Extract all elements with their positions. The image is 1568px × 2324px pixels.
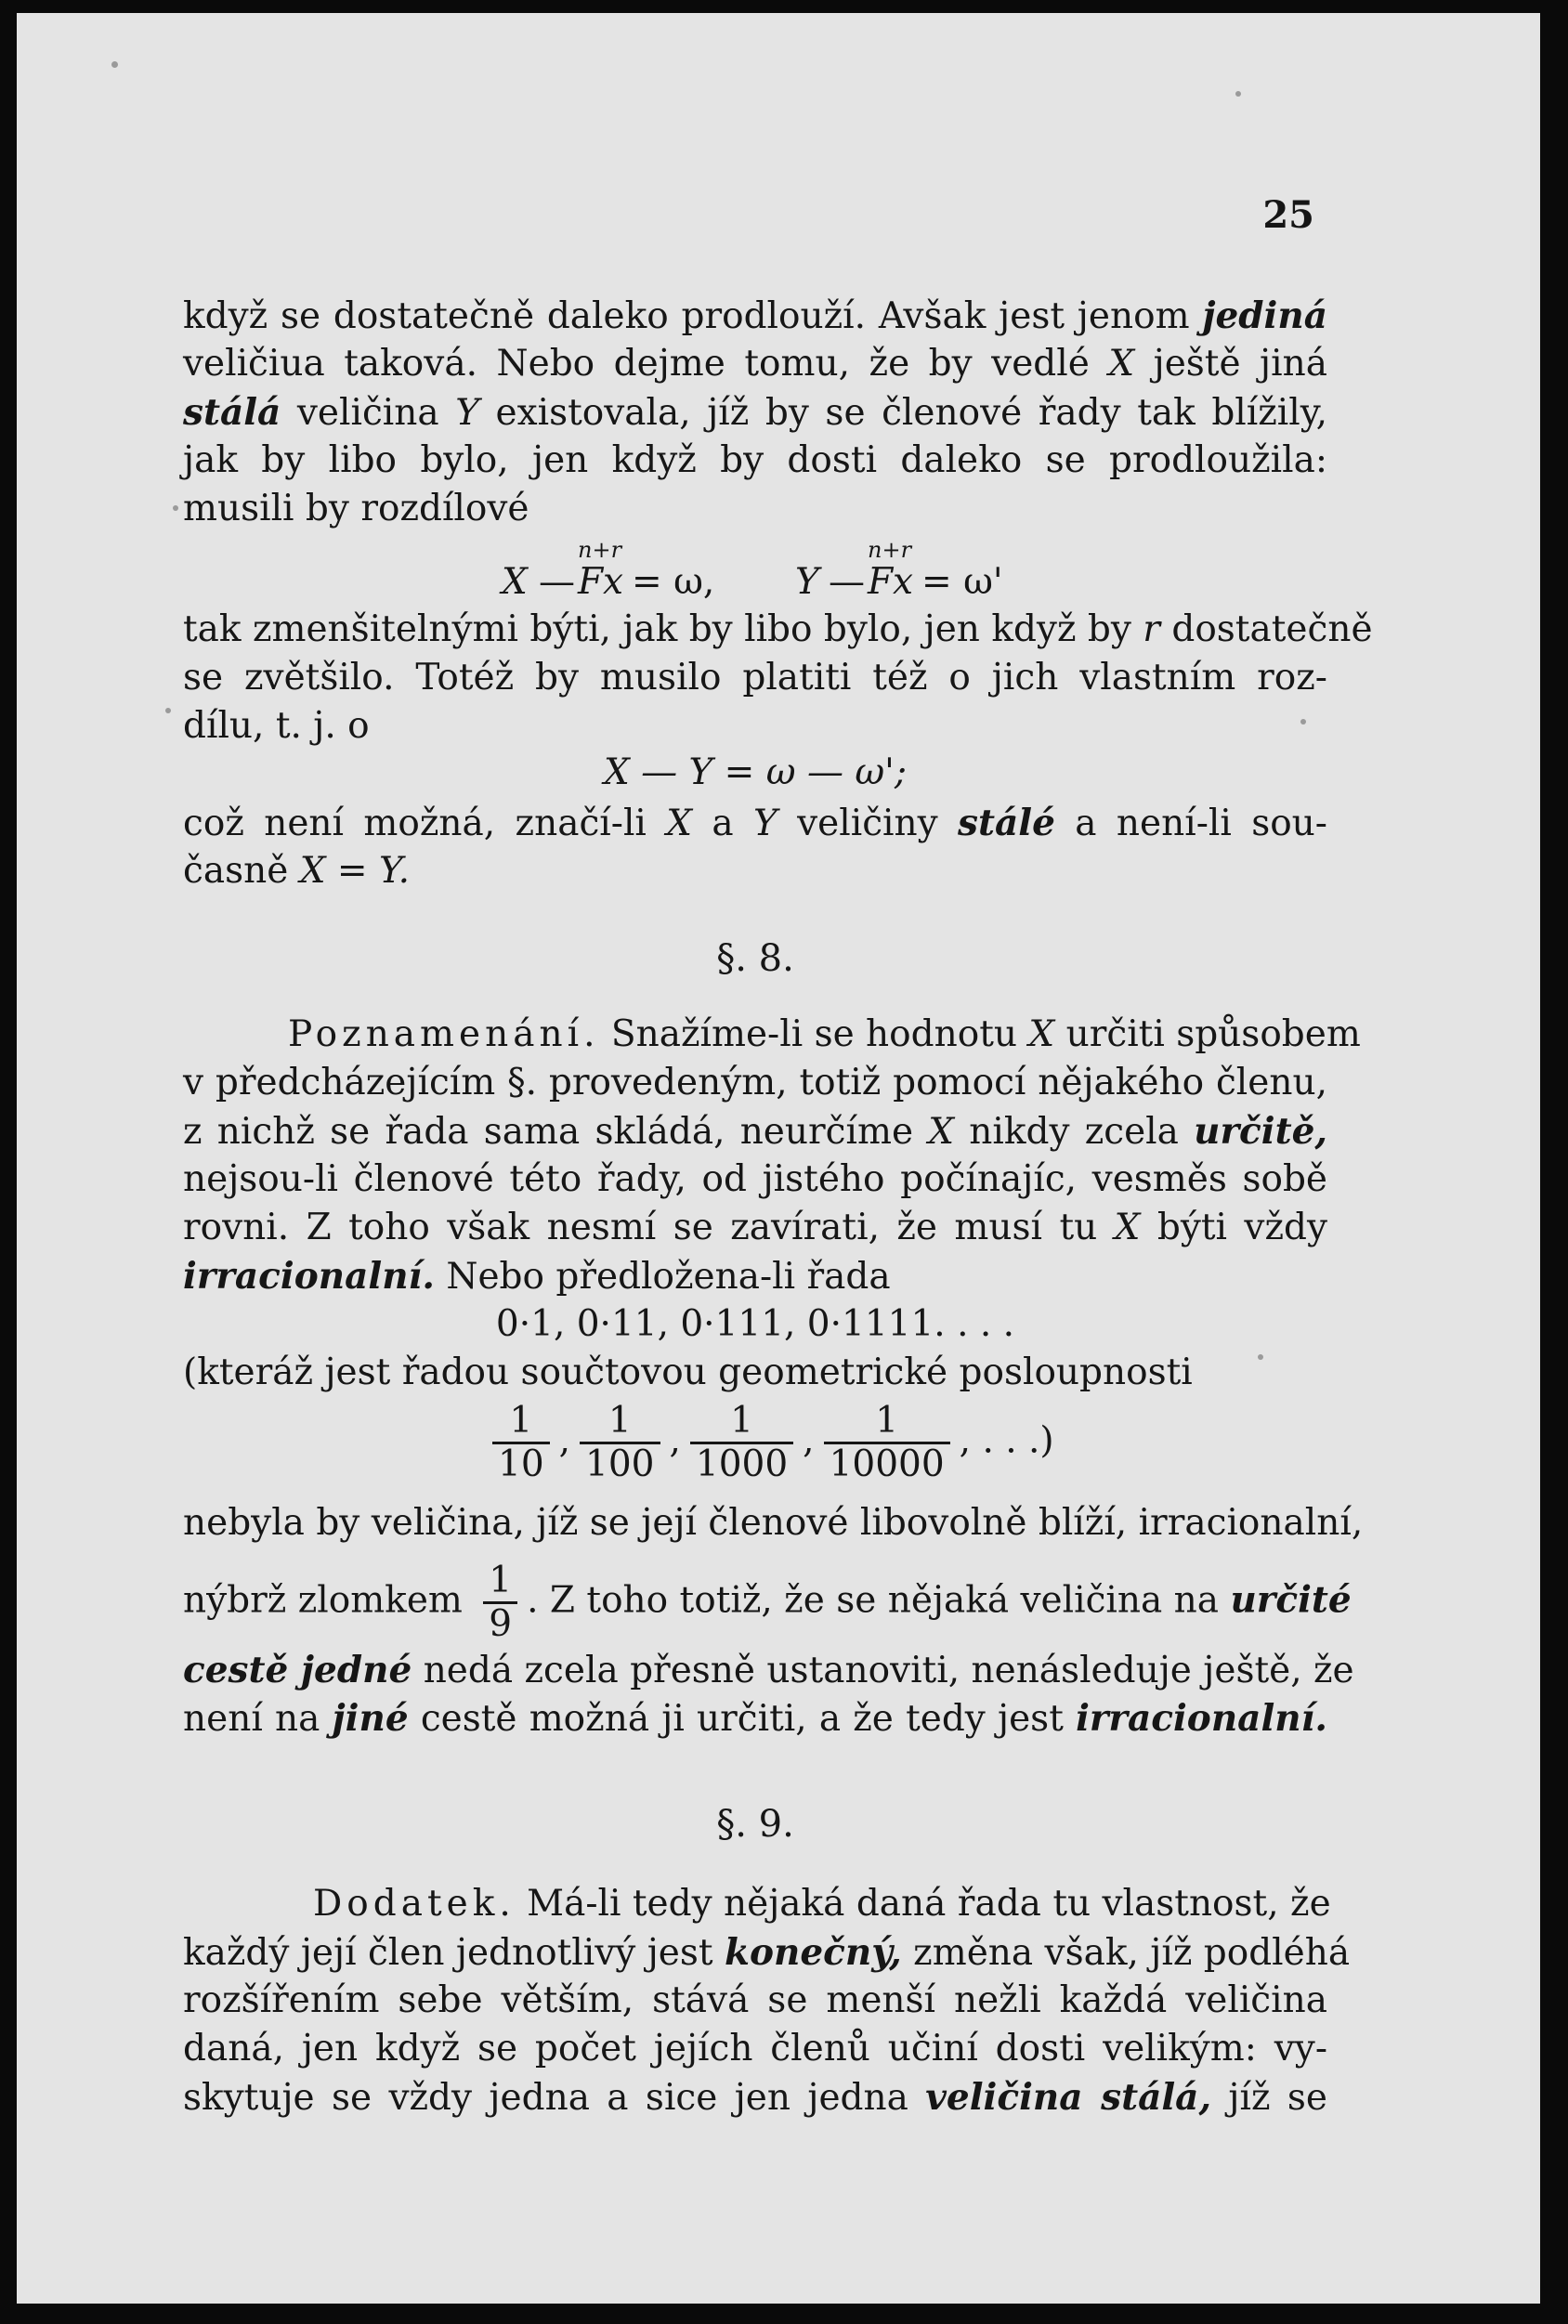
eq-fx: Fx <box>868 561 914 603</box>
text-line: dílu, t. j. o <box>183 705 370 747</box>
text-line: z nichž se řada sama skládá, neurčíme X nikdy zcela určitě, <box>183 1110 1328 1153</box>
text-line: (kteráž jest řadou součtovou geometrické posloupnosti <box>183 1351 1193 1393</box>
eq-dash: — <box>539 561 575 603</box>
eq-superscript: n+r <box>868 537 912 563</box>
fraction: $\frac{1}{100}$ <box>580 1401 660 1485</box>
fraction-sequence: $\frac{1}{10}$ , $\frac{1}{100}$ , $\frac{1}{1000}$ , $\frac{1}{10000}$ , . . .) <box>483 1401 1133 1494</box>
fraction: $\frac{1}{10}$ <box>492 1401 550 1485</box>
fraction: $\frac{1}{1000}$ <box>690 1401 793 1485</box>
text-line: veličiua taková. Nebo dejme tomu, že by vedlé X ještě jiná <box>183 343 1327 385</box>
paper-speck <box>173 505 178 511</box>
text-line: nýbrž zlomkem $\frac{1}{9}$ . Z toho totiž, že se nějaká veličina na určité <box>183 1560 1352 1645</box>
eq-y-var: Y <box>795 561 819 603</box>
eq-dash: — <box>829 561 865 603</box>
paper-speck <box>165 708 171 713</box>
text-line: v předcházejícím §. provedeným, totiž pomocí nějakého členu, <box>183 1062 1327 1103</box>
text-line: stálá veličina Y existovala, jíž by se členové řady tak blížily, <box>183 391 1327 434</box>
decimal-series: 0·1, 0·11, 0·111, 0·1111. . . . <box>495 1303 1015 1345</box>
text-line: Poznamenání. Snažíme-li se hodnotu X určiti spůsobem <box>288 1013 1361 1055</box>
text-line: Dodatek. Má-li tedy nějaká daná řada tu vlastnost, že <box>313 1883 1331 1925</box>
text-line: skytuje se vždy jedna a sice jen jedna veličina stálá, jíž se <box>183 2076 1327 2119</box>
eq-fx: Fx <box>578 561 624 603</box>
eq-superscript: n+r <box>578 537 622 563</box>
text-line: cestě jedné nedá zcela přesně ustanoviti, nenásleduje ještě, že <box>183 1649 1354 1691</box>
fraction: $\frac{1}{10000}$ <box>824 1401 950 1485</box>
text-line: musili by rozdílové <box>183 488 529 529</box>
text-line: časně X = Y. <box>183 850 411 892</box>
text-line: každý její člen jednotlivý jest konečný, změna však, jíž podléhá <box>183 1931 1351 1974</box>
eq-omega: = ω, <box>632 561 715 603</box>
text-line: což není možná, značí-li X a Y veličiny stálé a není-li sou- <box>183 802 1327 844</box>
text-line: rozšířením sebe větším, stává se menší nežli každá veličina <box>183 1979 1327 2021</box>
text-line: rovni. Z toho však nesmí se zavírati, že musí tu X býti vždy <box>183 1207 1328 1248</box>
eq-x-var: X <box>502 561 528 603</box>
fraction-one-ninth: $\frac{1}{9}$ <box>483 1560 517 1645</box>
text-line: nejsou-li členové této řady, od jistého počínajíc, vesměs sobě <box>183 1158 1327 1200</box>
text-line: se zvětšilo. Totéž by musilo platiti též o jich vlastním roz- <box>183 657 1327 699</box>
text-line: když se dostatečně daleko prodlouží. Avšak jest jenom jediná <box>183 294 1327 337</box>
paper-speck <box>111 61 118 68</box>
text-line: nebyla by veličina, jíž se její členové libovolně blíží, irracionalní, <box>183 1502 1364 1544</box>
text-line: daná, jen když se počet jejích členů učiní dosti velikým: vy- <box>183 2028 1327 2069</box>
eq-omega-prime: = ω' <box>921 561 1003 603</box>
text-line: irracionalní. Nebo předložena-li řada <box>183 1255 891 1298</box>
paper-speck <box>1235 91 1241 97</box>
equation-difference: X — Y = ω — ω'; <box>603 751 908 793</box>
text-line: jak by libo bylo, jen když by dosti daleko se prodloužila: <box>183 439 1327 481</box>
section-heading: §. 9. <box>716 1803 794 1846</box>
section-heading: §. 8. <box>716 937 794 980</box>
text-line: není na jiné cestě možná ji určiti, a že tedy jest irracionalní. <box>183 1697 1328 1740</box>
page-number: 25 <box>1262 193 1314 237</box>
text-line: tak zmenšitelnými býti, jak by libo bylo, jen když by r dostatečně <box>183 608 1373 650</box>
